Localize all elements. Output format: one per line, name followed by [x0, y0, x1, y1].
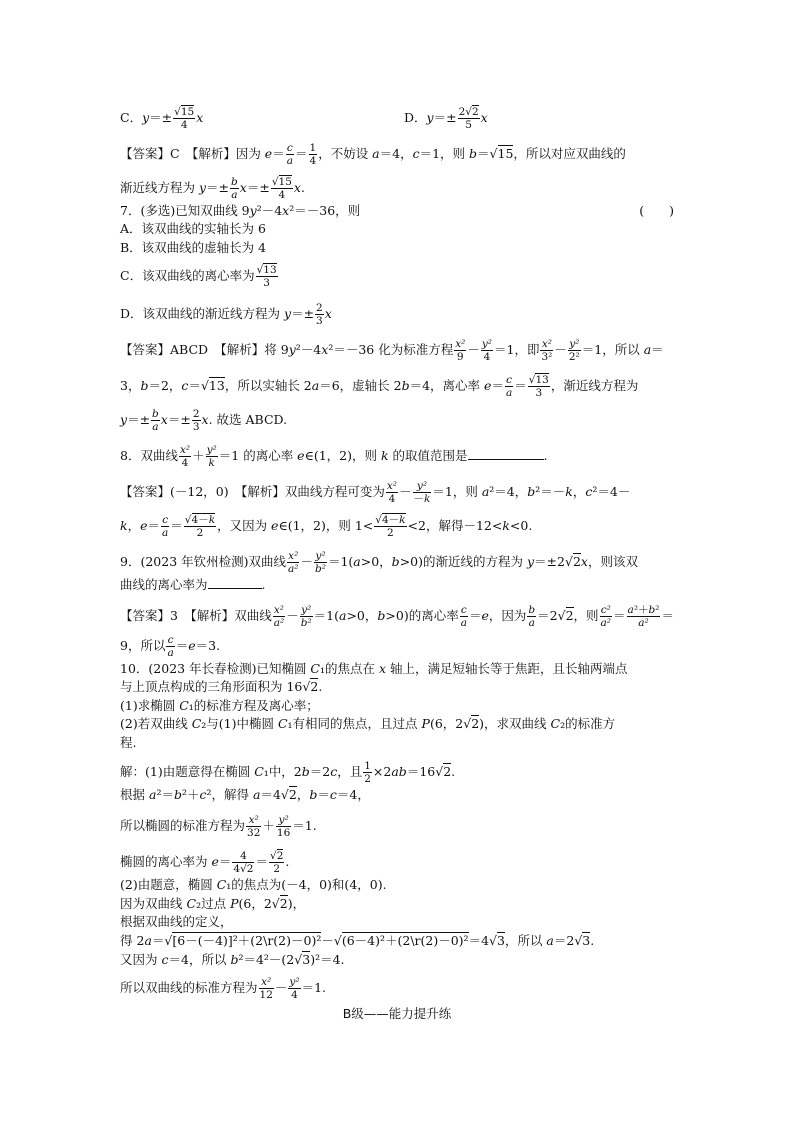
question-10-line2: 与上顶点构成的三角形面积为 16√2.	[120, 679, 323, 694]
answer-q9-line2: 9，所以 $\frac{c}{a}$ ＝e＝3.	[120, 634, 221, 659]
answer-q6-line1: 【答案】C 【解析】因为 e＝ $\frac{c}{a}$ ＝ $\frac{1}{4}$ ，不妨设 a＝4，c＝1，则 b＝√15，所以对应双曲线的	[120, 142, 626, 167]
solution-line10: 所以双曲线的标准方程为 $\frac{\text{x²}}{12}$ － $\frac{\text{y²}}{4}$ ＝1.	[120, 976, 326, 1001]
solution-line8: 得 2a＝√[6－(－4)]²＋(2\r(2)－0)²－√(6－4)²＋(2\r(2)－0)²＝4√3，所以 a＝2√3.	[120, 933, 595, 948]
solution-line7: 根据双曲线的定义，	[120, 914, 233, 929]
option-c-q6: C．y＝± $\frac{√15}{4}$ x	[120, 106, 204, 131]
option-c-q7: C．该双曲线的离心率为 $\frac{√13}{3}$	[120, 264, 277, 289]
solution-line2: 根据 a²＝b²＋c²，解得 a＝4√2，b＝c＝4，	[120, 787, 370, 802]
section-footer: B级——能力提升练	[342, 1006, 452, 1021]
question-7-bracket: ( )	[639, 203, 674, 218]
question-10-part1: (1)求椭圆 C₁的标准方程及离心率；	[120, 698, 319, 713]
answer-q7-line3: y＝± $\frac{b}{a}$ x＝± $\frac{2}{3}$ x. 故选 ABCD.	[120, 408, 288, 433]
question-7: 7．(多选)已知双曲线 9y²－4x²＝－36，则	[120, 203, 361, 218]
answer-q6-line2: 渐近线方程为 y＝± $\frac{b}{a}$ x＝± $\frac{√15}{4}$ x.	[120, 176, 305, 201]
option-d-q6: D．y＝± $\frac{2√2}{5}$ x	[404, 106, 488, 131]
answer-q8-line2: k，e＝ $\frac{c}{a}$ ＝ $\frac{√4-k}{2}$ ，又因为 e∈(1，2)，则 1< $\frac{√4-k}{2}$ <2，解得－12<k<0.	[120, 514, 533, 539]
answer-q9-line1: 【答案】3 【解析】双曲线 $\frac{\text{x²}}{\text{a²}}$ － $\frac{\text{y²}}{\text{b²}}$ ＝1(a>0，b>0)的离心率 $\frac{c}{a}$ ＝e，因为 $\frac{b}{a}$ ＝2√2，则 $\frac{\text{c²}}{\text{a²}}$ ＝ $\frac{\text{a²＋b²}}{\text{a²}}$ ＝	[120, 604, 674, 629]
question-9-line1: 9．(2023 年钦州检测)双曲线 $\frac{\text{x²}}{\text{a²}}$ － $\frac{\text{y²}}{\text{b²}}$ ＝1(a>0，b>0)的渐近线的方程为 y＝±2√2x，则该双	[120, 550, 638, 575]
option-d-q7: D．该双曲线的渐近线方程为 y＝± $\frac{2}{3}$ x	[120, 302, 332, 327]
solution-line3: 所以椭圆的标准方程为 $\frac{\text{x²}}{32}$ ＋ $\frac{\text{y²}}{16}$ ＝1.	[120, 814, 317, 839]
question-9-line2: 曲线的离心率为 .	[120, 577, 266, 592]
solution-line9: 又因为 c＝4，所以 b²＝4²－(2√3)²＝4.	[120, 952, 345, 967]
option-b-q7: B．该双曲线的虚轴长为 4	[120, 240, 267, 255]
question-10-part2-line2: 程.	[120, 735, 137, 750]
question-10-part2-line1: (2)若双曲线 C₂与(1)中椭圆 C₁有相同的焦点，且过点 P(6，2√2)，求双曲线 C₂的标准方	[120, 716, 616, 731]
answer-q7-line1: 【答案】ABCD 【解析】将 9y²－4x²＝－36 化为标准方程 $\frac{\text{x²}}{9}$ － $\frac{\text{y²}}{4}$ ＝1，即 $\frac{\text{x²}}{\text{3²}}$ － $\frac{\text{y²}}{\text{2²}}$ ＝1，所以 a＝	[120, 338, 664, 363]
question-10-line1: 10．(2023 年长春检测)已知椭圆 C₁的焦点在 x 轴上，满足短轴长等于焦距，且长轴两端点	[120, 661, 628, 676]
answer-q7-line2: 3，b＝2，c＝√13，所以实轴长 2a＝6，虚轴长 2b＝4，离心率 e＝ $\frac{c}{a}$ ＝ $\frac{√13}{3}$ ，渐近线方程为	[120, 374, 639, 399]
solution-line4: 椭圆的离心率为 e＝ $\frac{4}{4√2}$ ＝ $\frac{√2}{2}$ .	[120, 850, 290, 875]
option-a-q7: A．该双曲线的实轴长为 6	[120, 221, 266, 236]
solution-line6: 因为双曲线 C₂过点 P(6，2√2)，	[120, 896, 306, 911]
question-8: 8．双曲线 $\frac{\text{x²}}{4}$ ＋ $\frac{\text{y²}}{k}$ ＝1 的离心率 e∈(1，2)，则 k 的取值范围是 .	[120, 444, 548, 469]
answer-q8-line1: 【答案】(－12，0) 【解析】双曲线方程可变为 $\frac{\text{x²}}{4}$ － $\frac{\text{y²}}{-k}$ ＝1，则 a²＝4，b²＝－k，c²＝4－	[120, 480, 631, 505]
solution-line1: 解：(1)由题意得在椭圆 C₁中，2b＝2c，且 $\frac{1}{2}$ ×2ab＝16√2.	[120, 760, 456, 785]
solution-line5: (2)由题意，椭圆 C₁的焦点为(－4，0)和(4，0).	[120, 877, 387, 892]
